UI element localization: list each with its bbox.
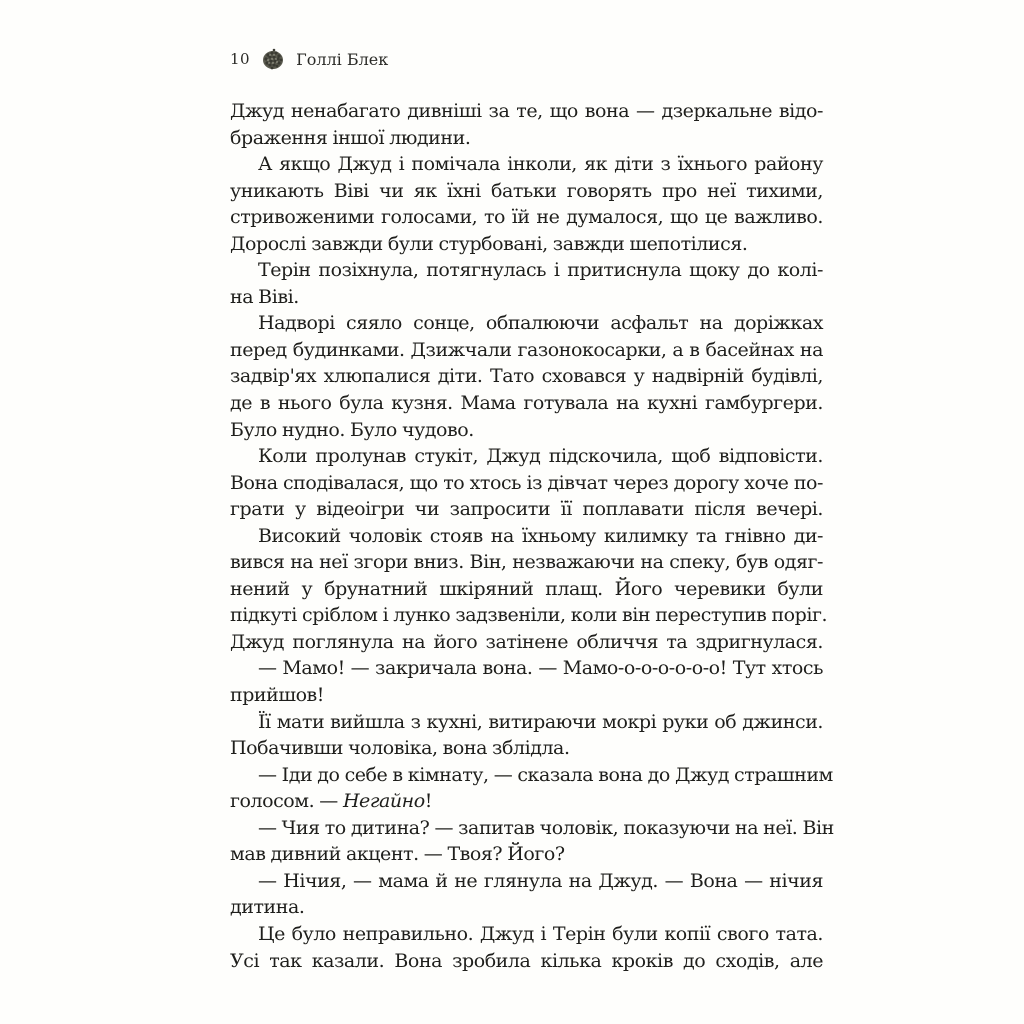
text-line: мав дивний акцент. — Твоя? Його? (230, 843, 565, 866)
text-line: Коли пролунав стукіт, Джуд підскочила, щоб відповісти. (258, 445, 823, 468)
body-text (230, 98, 834, 974)
text-line: уникають Віві чи як їхні батьки говорять про неї тихими, (230, 179, 823, 202)
text-line: — Мамо! — закричала вона. — Мамо-о-о-о-о-о-о! Тут хтось (258, 657, 823, 680)
text-line: перед будинками. Дзижчали газонокосарки, а в басейнах на (230, 338, 823, 361)
text-line: грати у відеоігри чи запросити її поплавати після вечері. (230, 498, 823, 521)
text-line: де в нього була кузня. Мама готувала на кухні гамбургери. (230, 392, 823, 415)
text-line: Надворі сяяло сонце, обпалюючи асфальт на доріжках (258, 312, 823, 335)
text-line: на Віві. (230, 285, 299, 308)
text-line: стривоженими голосами, то їй не думалося, що це важливо. (230, 206, 823, 229)
text-line: — Чия то дитина? — запитав чоловік, показуючи на неї. Він (258, 816, 834, 839)
text-line: Високий чоловік стояв на їхньому килимку та гнівно ди- (258, 524, 823, 547)
text-line: Було нудно. Було чудово. (230, 418, 474, 441)
text-line: Вона сподівалася, що то хтось із дівчат через дорогу хоче по- (230, 471, 823, 494)
text-line: Джуд поглянула на його затінене обличчя та здригнулася. (230, 630, 823, 653)
text-line: — Нічия, — мама й не глянула на Джуд. — Вона — нічия (258, 869, 823, 892)
text-segment: ! (424, 790, 432, 813)
text-line: задвір'ях хлюпалися діти. Тато сховався у надвірній будівлі, (230, 365, 823, 388)
text-line: Джуд ненабагато дивніші за те, що вона — дзеркальне відо- (230, 100, 823, 122)
pinecone-icon (262, 47, 284, 71)
page-number: 10 (230, 50, 251, 68)
text-line: Терін позіхнула, потягнулась і притиснула щоку до колі- (258, 259, 823, 282)
text-line: прийшов! (230, 684, 324, 707)
text-line: А якщо Джуд і помічала інколи, як діти з їхнього району (258, 153, 823, 176)
text-line: нений у брунатний шкіряний плащ. Його черевики були (230, 577, 823, 600)
author-name: Голлі Блек (296, 49, 389, 69)
text-line: підкуті сріблом і лунко задзвеніли, коли він переступив поріг. (230, 604, 828, 627)
text-line: Дорослі завжди були стурбовані, завжди шепотілися. (230, 232, 748, 255)
text-line: Її мати вийшла з кухні, витираючи мокрі руки об джинси. (258, 710, 823, 733)
text-line: дитина. (230, 896, 305, 919)
text-line: — Іди до себе в кімнату, — сказала вона до Джуд страшним (258, 763, 833, 786)
text-line: браження іншої людини. (230, 126, 471, 149)
text-line: Побачивши чоловіка, вона зблідла. (230, 737, 570, 760)
text-line: Усі так казали. Вона зробила кілька кроків до сходів, але (230, 949, 823, 972)
text-line: вився на неї згори вниз. Він, незважаючи на спеку, був одяг- (230, 551, 823, 574)
text-line (230, 788, 823, 815)
emphasis-text: Негайно (342, 790, 425, 813)
running-head (230, 44, 388, 74)
text-segment: голосом. — (230, 790, 343, 813)
text-line: Це було неправильно. Джуд і Терін були копії свого тата. (258, 922, 823, 945)
